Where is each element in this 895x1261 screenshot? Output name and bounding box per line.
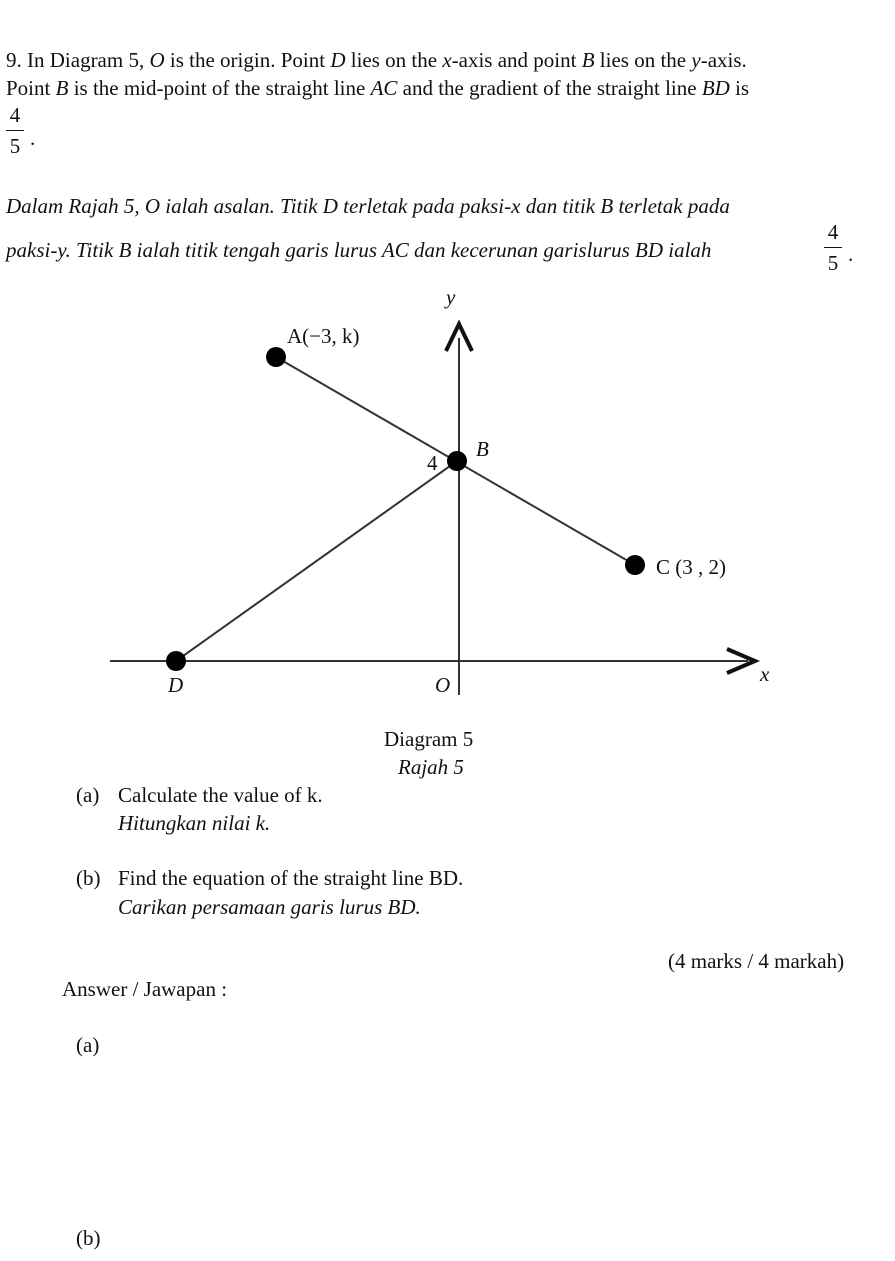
part-a-ms: Hitungkan nilai k.	[118, 811, 271, 835]
period-en: .	[30, 126, 36, 150]
point-b	[447, 451, 467, 471]
part-a-en: Calculate the value of k.	[118, 783, 323, 807]
point-d	[166, 651, 186, 671]
part-b-ms: Carikan persamaan garis lurus BD.	[118, 895, 421, 919]
label-a: A(−3, k)	[287, 324, 360, 348]
period-ms: .	[848, 242, 854, 266]
part-b-en: Find the equation of the straight line BD.	[118, 866, 464, 890]
point-c	[625, 555, 645, 575]
label-x: x	[760, 662, 770, 686]
question-ms-line-2: paksi-y. Titik B ialah titik tengah garis lurus AC dan kecerunan garislurus BD ialah	[6, 238, 712, 262]
question-ms-line-1: Dalam Rajah 5, O ialah asalan. Titik D terletak pada paksi-x dan titik B terletak pada	[6, 194, 730, 218]
question-en-line-2: Point B is the mid-point of the straight line AC and the gradient of the straight line BD is	[6, 76, 750, 100]
label-b: B	[476, 437, 489, 461]
part-b-marker: (b)	[76, 866, 101, 890]
point-a	[266, 347, 286, 367]
label-y: y	[446, 285, 456, 309]
gradient-fraction-en: 4 5	[6, 105, 24, 157]
label-o: O	[435, 673, 451, 697]
segment-bd	[176, 461, 457, 661]
caption-ms: Rajah 5	[398, 755, 464, 779]
answer-a-marker: (a)	[76, 1033, 100, 1057]
question-en-line-1: 9. In Diagram 5, O is the origin. Point D lies on the x-axis and point B lies on the y-axis.	[6, 48, 747, 72]
marks: (4 marks / 4 markah)	[668, 949, 845, 973]
label-c: C (3 , 2)	[656, 555, 726, 579]
answer-heading: Answer / Jawapan :	[62, 977, 228, 1001]
part-a-marker: (a)	[76, 783, 100, 807]
answer-b-marker: (b)	[76, 1226, 101, 1250]
label-4: 4	[427, 451, 438, 475]
caption-en: Diagram 5	[384, 727, 474, 751]
label-d: D	[168, 673, 184, 697]
gradient-fraction-ms: 4 5	[824, 222, 842, 274]
